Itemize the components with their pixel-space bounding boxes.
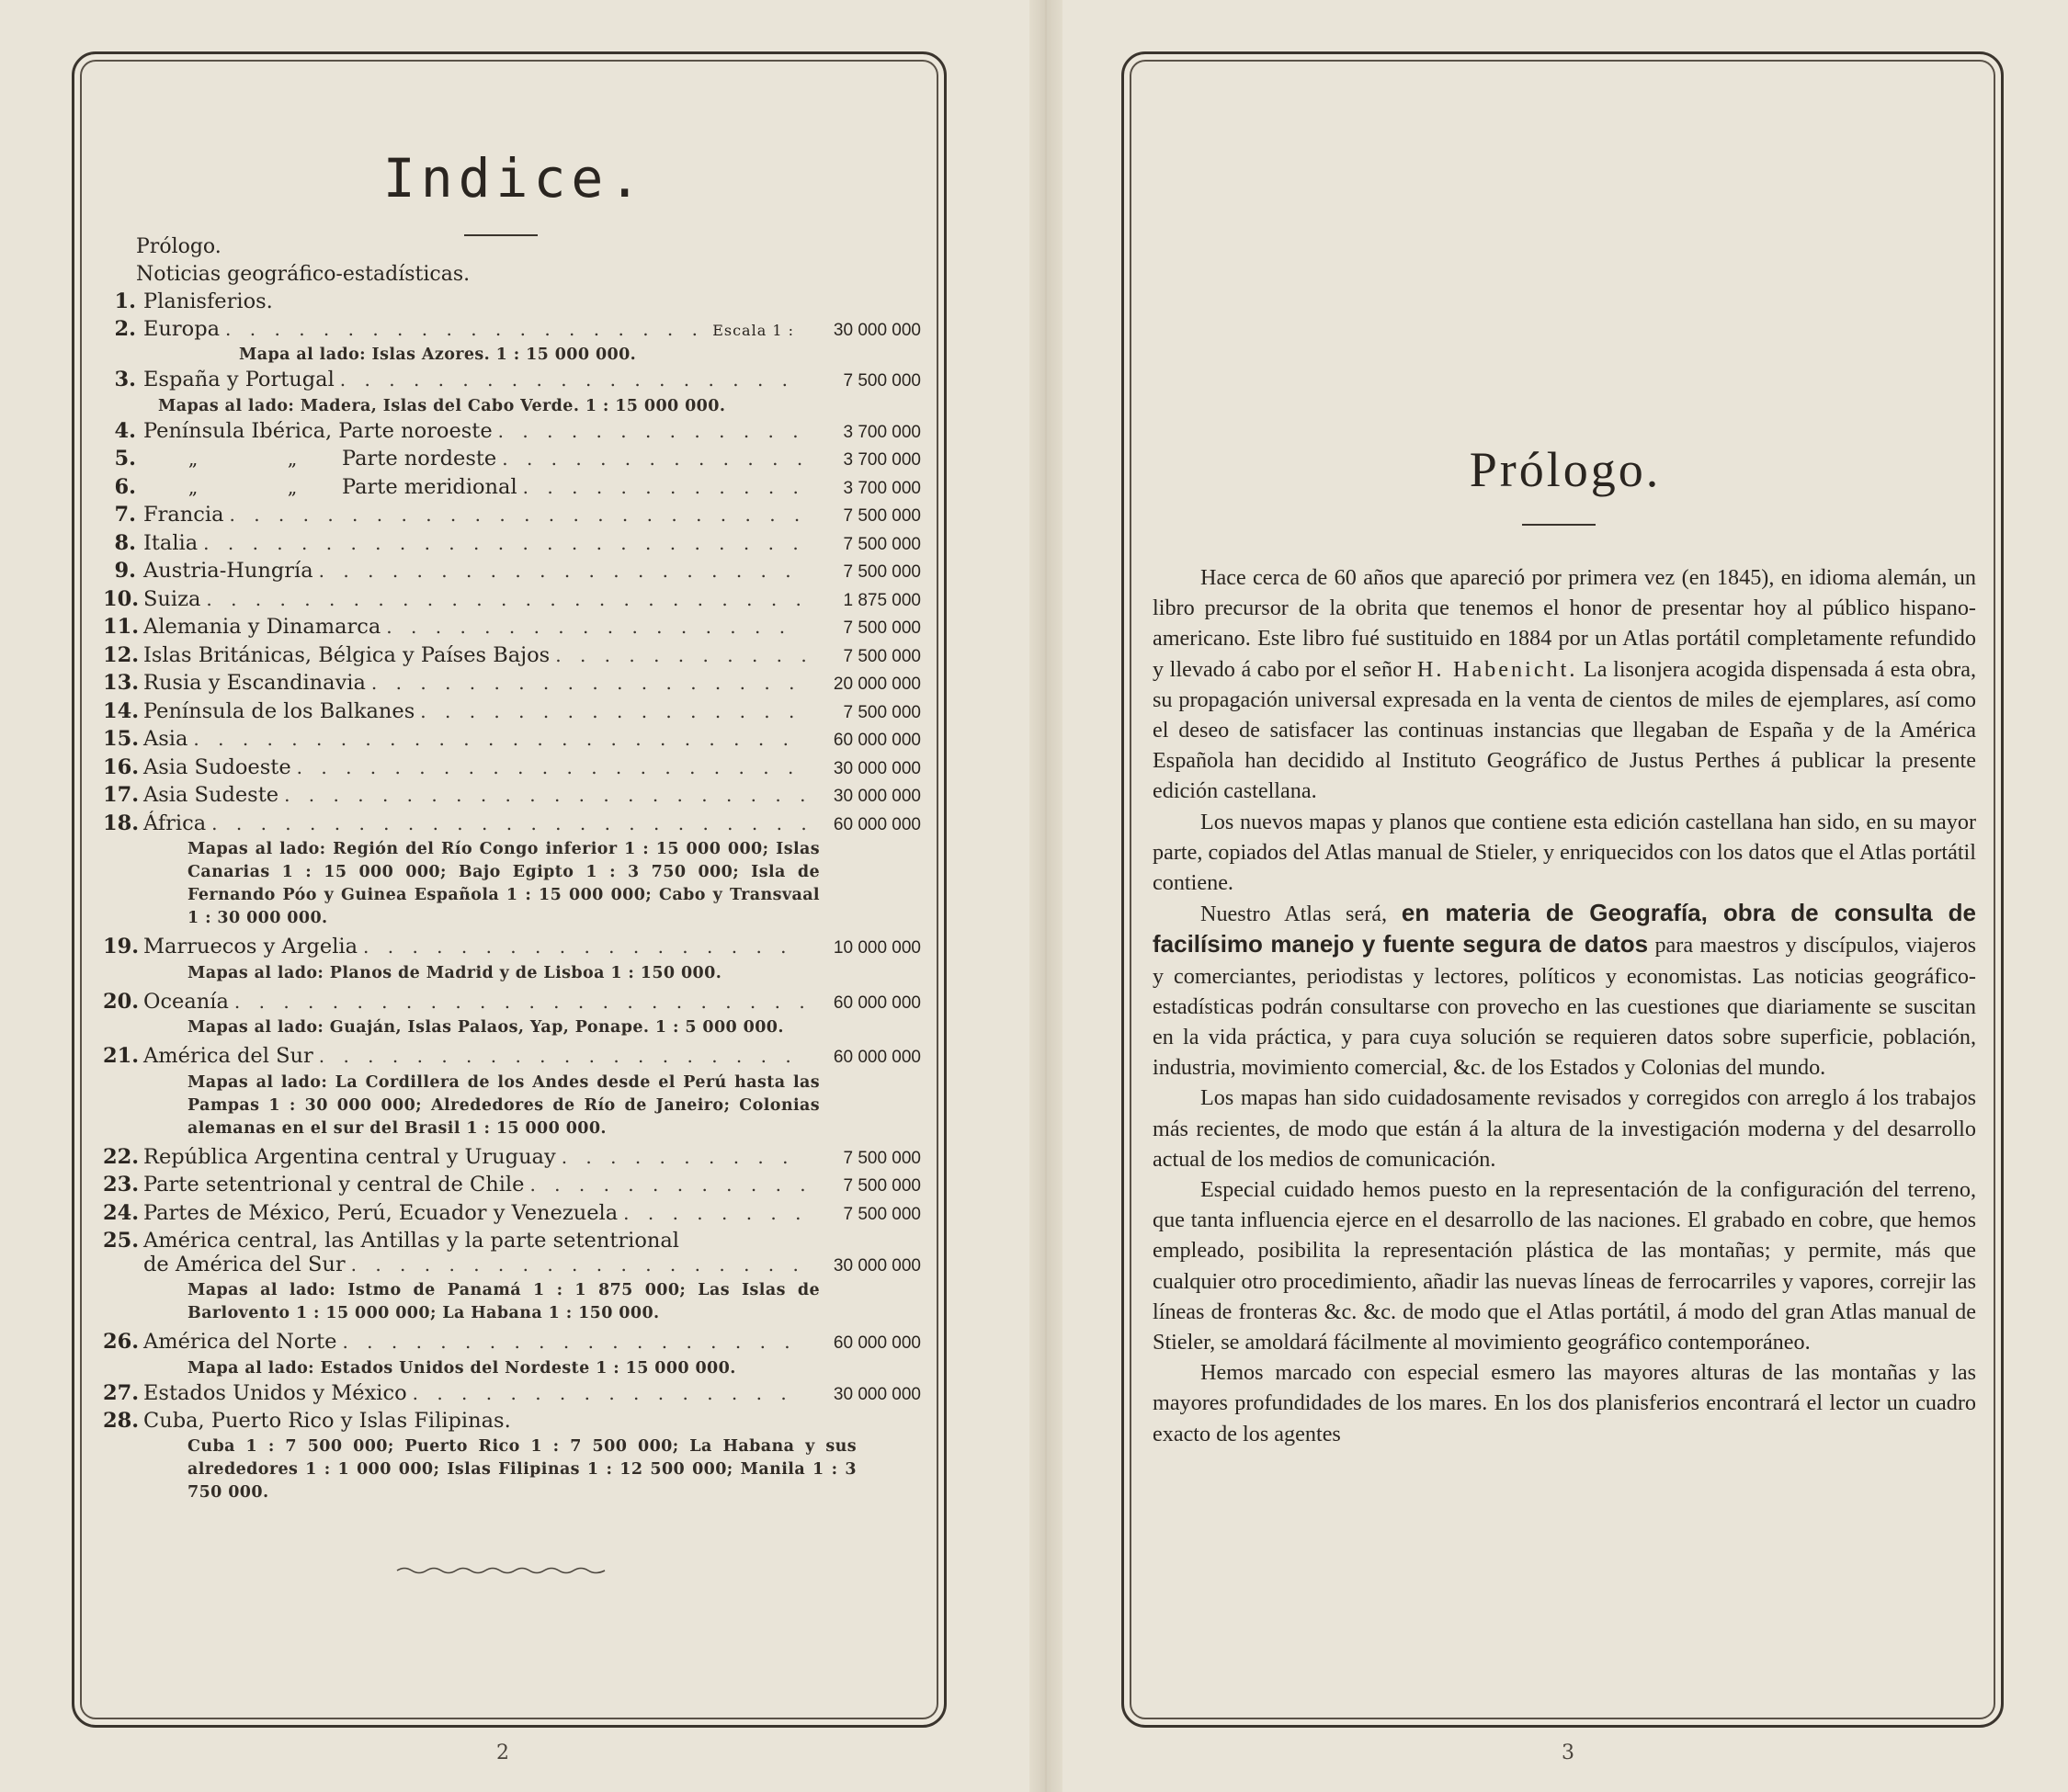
index-entry: 17. Asia Sudeste . . . 30 000 000: [103, 782, 921, 811]
index-entry: 6. „ „ Parte meridional . . . 3 700 000: [103, 474, 921, 503]
index-subnote: Mapas al lado: Istmo de Panamá 1 : 1 875 000; Las Islas de Barlovento 1 : 15 000 000; La Habana 1 : 150 000.: [187, 1281, 820, 1322]
index-entry: 15. Asia . . . 60 000 000: [103, 726, 921, 754]
index-entry: 21. América del Sur . . . 60 000 000: [103, 1043, 921, 1072]
index-entry: 14. Península de los Balkanes . . . 7 500 000: [103, 698, 921, 727]
index-preface-item: Prólogo.: [136, 235, 222, 258]
index-entry: 24. Partes de México, Perú, Ecuador y Venezuela . . . 7 500 000: [103, 1200, 921, 1229]
index-entry: 18. África . . . 60 000 000: [103, 811, 921, 839]
index-entry: 5. „ „ Parte nordeste . . . 3 700 000: [103, 446, 921, 474]
index-subnote: Mapas al lado: Región del Río Congo inferior 1 : 15 000 000; Islas Canarias 1 : 15 000 000; Bajo Egipto 1 : 3 750 000; Isla de Fernando Póo y Guinea Española 1 : 15 000 000; Cabo y Transvaal 1 : 30 000 000.: [187, 840, 820, 927]
scale-value: 7 500 000: [843, 371, 921, 391]
index-subnote: Mapas al lado: La Cordillera de los Andes desde el Perú hasta las Pampas 1 : 30 000 000; Alrededores de Río de Janeiro; Colonias alemanas en el sur del Brasil 1 : 15 000 000.: [187, 1072, 820, 1138]
prologue-title: Prólogo.: [1469, 442, 1662, 497]
index-entry: 19. Marruecos y Argelia . . . 10 000 000: [103, 934, 921, 962]
index-entry: 28. Cuba, Puerto Rico y Islas Filipinas.: [103, 1409, 511, 1433]
left-page: [0, 0, 1029, 1792]
index-subnote: Mapa al lado: Estados Unidos del Nordeste 1 : 15 000 000.: [187, 1358, 736, 1378]
page-number: 3: [1562, 1741, 1574, 1764]
index-entry: 27. Estados Unidos y México . . . 30 000 000: [103, 1380, 921, 1409]
index-entry-continued: de América del Sur . . . 30 000 000: [103, 1252, 921, 1280]
paragraph: Hemos marcado con especial esmero las mayores alturas de las montañas y las mayores profundidades de los mares. En los dos planisferios encontrará el lector un cuadro exacto de los agentes: [1153, 1360, 1976, 1446]
index-title: Indice.: [382, 147, 647, 210]
index-subnote: Mapas al lado: Planos de Madrid y de Lisboa 1 : 150 000.: [187, 963, 722, 982]
index-entry: 9. Austria-Hungría . . . 7 500 000: [103, 558, 921, 586]
book-gutter: [1029, 0, 1062, 1792]
index-subnote: Cuba 1 : 7 500 000; Puerto Rico 1 : 7 500 000; La Habana y sus alrededores 1 : 1 000 000; Islas Filipinas 1 : 12 500 000; Manila 1 : 3 750 000.: [187, 1436, 857, 1502]
index-entry: 3. España y Portugal . . . 7 500 000: [103, 367, 921, 395]
index-entry: 22. República Argentina central y Uruguay . . . 7 500 000: [103, 1144, 921, 1173]
index-entry: 25. América central, las Antillas y la parte setentrional: [103, 1229, 679, 1253]
paragraph: Hace cerca de 60 años que apareció por primera vez (en 1845), en idioma alemán, un libro precursor de la obrita que tenemos el honor de presentar hoy al público hispano-americano. Este libro fué sustituido en 1884 por un Atlas portátil completamente refundido y llevado á cabo por el señor H. Habenicht. La lisonjera acogida dispensada á esta obra, su propagación universal expresada en la venta de cientos de miles de ejemplares, así como el deseo de satisfacer las continuas instancias que llegaban de España y de la América Española han decidido al Instituto Geográfico de Justus Perthes á publicar la presente edición castellana.: [1153, 565, 1977, 804]
scale-value: 30 000 000: [833, 320, 921, 340]
title-rule: [1522, 524, 1596, 526]
index-entry: 26. América del Norte . . . 60 000 000: [103, 1329, 921, 1357]
paragraph: Nuestro Atlas será, en materia de Geografía, obra de consulta de facilísimo manejo y fuente segura de datos para maestros y discípulos, viajeros y comerciantes, periodistas y lectores, políticos y economistas. Las noticias geográfico-estadísticas podrán consultarse con provecho en las cuestiones que diariamente se suscitan en la vida práctica, y para cuya solución se requieren datos sobre superficie, población, industria, movimiento comercial, &c. de los Estados y Colonias del mundo.: [1153, 899, 1977, 1081]
index-entry: 13. Rusia y Escandinavia . . . 20 000 000: [103, 670, 921, 698]
index-entry: 23. Parte setentrional y central de Chile . . . 7 500 000: [103, 1172, 921, 1200]
index-subnote: Mapa al lado: Islas Azores. 1 : 15 000 000.: [239, 346, 637, 364]
index-entry: 12. Islas Británicas, Bélgica y Países Bajos . . . 7 500 000: [103, 642, 921, 671]
index-entry: 8. Italia . . . 7 500 000: [103, 530, 921, 559]
index-list: [103, 233, 921, 1504]
index-entry: 20. Oceanía . . . 60 000 000: [103, 989, 921, 1017]
author-name: H. Habenicht.: [1416, 656, 1578, 682]
index-entry: 4. Península Ibérica, Parte noroeste . . . 3 700 000: [103, 418, 921, 447]
paragraph: Los nuevos mapas y planos que contiene esta edición castellana han sido, en su mayor parte, copiados del Atlas manual de Stieler, y enriquecidos con los datos que el Atlas portátil contiene.: [1153, 809, 1976, 896]
page-number: 2: [496, 1741, 509, 1764]
index-entry: 2. Europa . . . Escala 1 : 30 000 000: [103, 316, 921, 345]
decorative-ornament: [395, 1564, 607, 1577]
paragraph: Especial cuidado hemos puesto en la representación de la configuración del terreno, que tanta influencia ejerce en el desarrollo de las naciones. El grabado en cobre, que hemos empleado, posibilita la representación plástica de las montañas; y permite, más que cualquier otro procedimiento, añadir las nuevas líneas de ferrocarriles y vapores, correjir las líneas de fronteras &c. &c. de modo que el Atlas portátil, á modo del gran Atlas manual de Stieler, se amoldará fácilmente al movimiento geográfico contemporáneo.: [1153, 1177, 1976, 1355]
index-subnote: Mapas al lado: Guaján, Islas Palaos, Yap, Ponape. 1 : 5 000 000.: [187, 1018, 784, 1037]
paragraph: Los mapas han sido cuidadosamente revisados y corregidos con arreglo á los trabajos más recientes, de modo que están á la altura de la investigación moderna y del desarrollo actual de los medios de comunicación.: [1153, 1085, 1976, 1172]
index-entry: 11. Alemania y Dinamarca . . . 7 500 000: [103, 614, 921, 642]
index-subnote: Mapas al lado: Madera, Islas del Cabo Verde. 1 : 15 000 000.: [158, 396, 726, 415]
index-entry: 1. Planisferios.: [114, 289, 273, 313]
index-entry: 16. Asia Sudoeste . . . 30 000 000: [103, 754, 921, 783]
index-entry: 7. Francia . . . 7 500 000: [103, 502, 921, 530]
scale-label: Escala 1 :: [712, 321, 794, 339]
index-preface-item: Noticias geográfico-estadísticas.: [136, 263, 471, 286]
prologue-text: [1153, 562, 1976, 1449]
index-entry: 10. Suiza . . . 1 875 000: [103, 586, 921, 615]
emphasis-text: en materia de Geografía, obra de consulta de facilísimo manejo y fuente segura de datos: [1153, 899, 1976, 958]
